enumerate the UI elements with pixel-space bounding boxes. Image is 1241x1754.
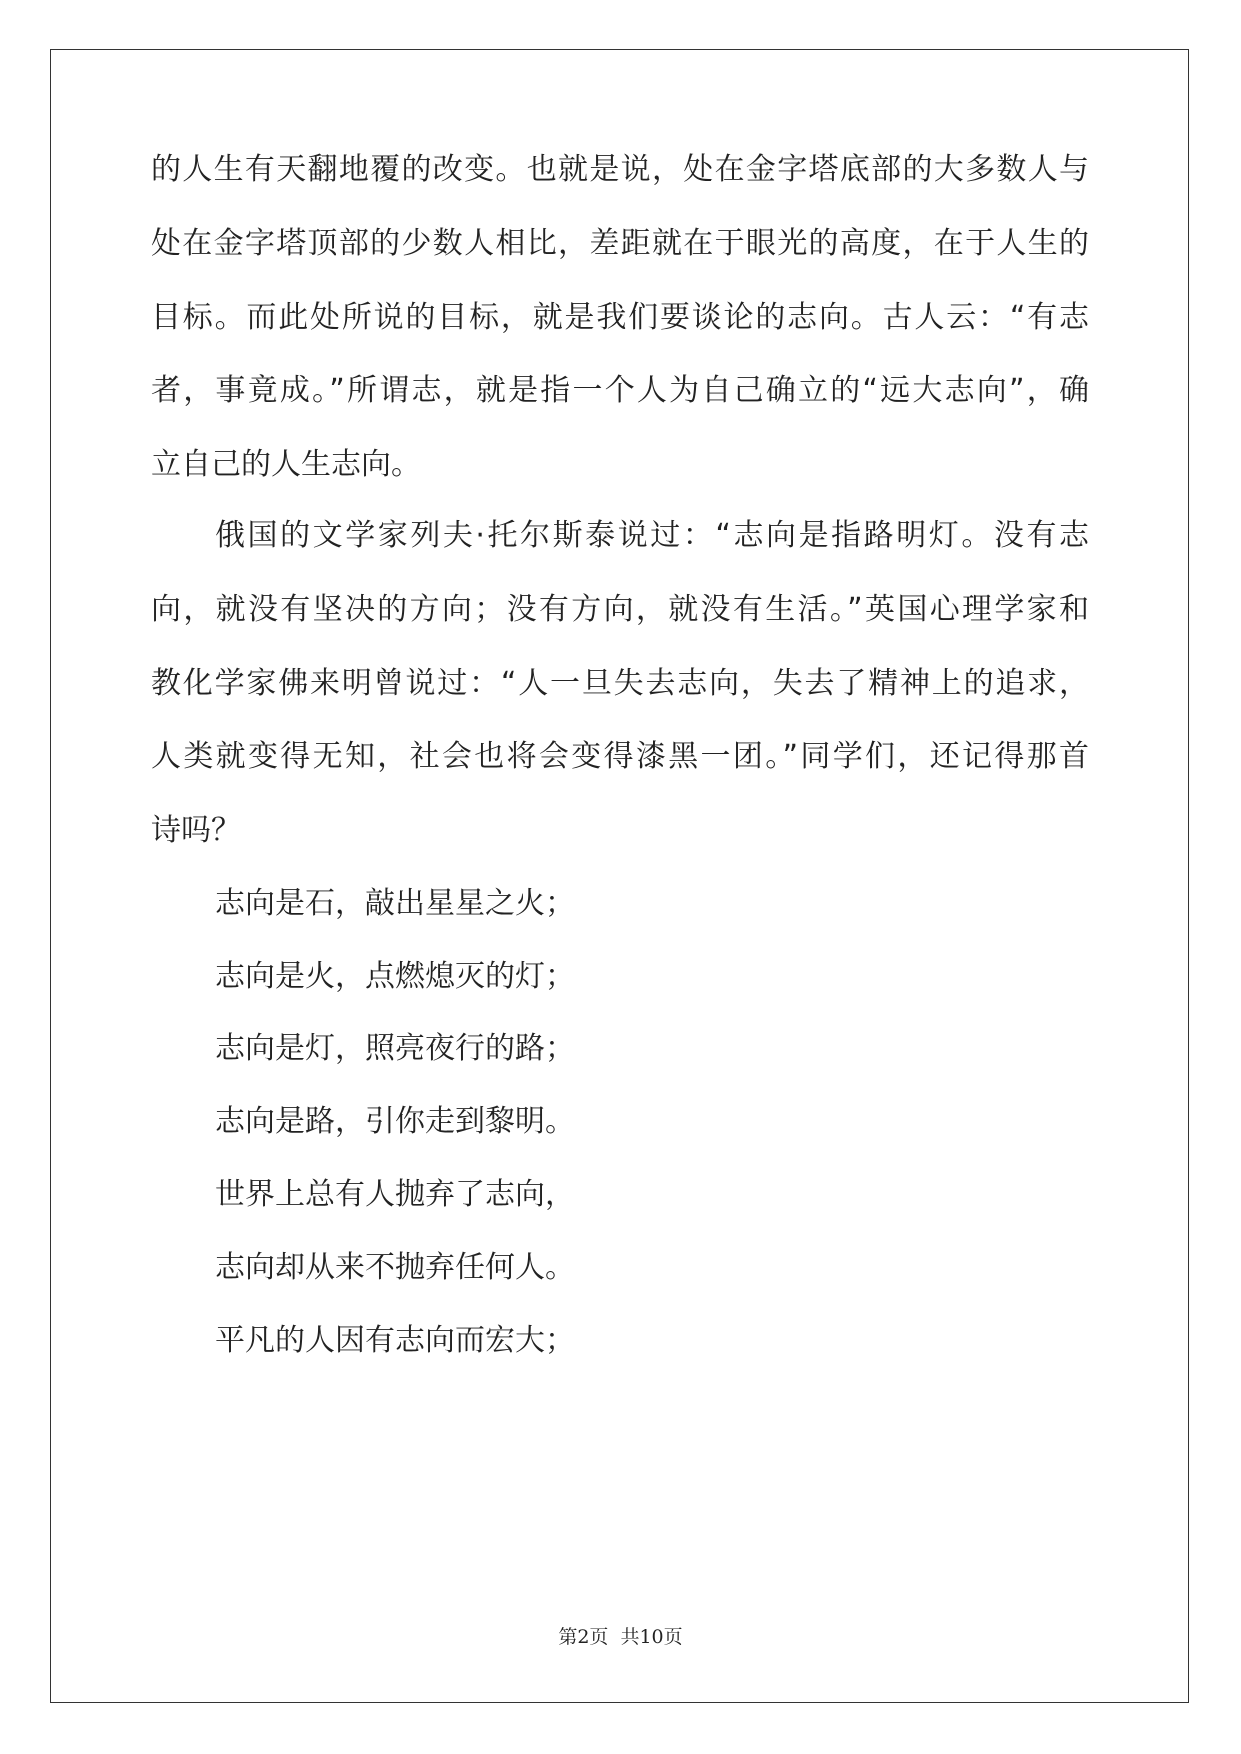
page-footer — [0, 1622, 1241, 1649]
poem-line: 志向是火，点燃熄灭的灯； — [215, 959, 575, 994]
text-line: 诗吗？ — [151, 813, 241, 848]
poem-line: 志向是路，引你走到黎明。 — [215, 1104, 575, 1139]
text-line: 人类就变得无知，社会也将会变得漆黑一团。”同学们，还记得那首 — [151, 739, 1089, 774]
text-line: 立自己的人生志向。 — [151, 447, 421, 482]
text-line: 处在金字塔顶部的少数人相比，差距就在于眼光的高度，在于人生的 — [151, 226, 1089, 261]
text-line: 俄国的文学家列夫·托尔斯泰说过：“志向是指路明灯。没有志 — [215, 518, 1089, 553]
text-line: 者，事竟成。”所谓志，就是指一个人为自己确立的“远大志向”，确 — [151, 373, 1089, 408]
poem-line: 志向却从来不抛弃任何人。 — [215, 1250, 575, 1285]
poem-line: 平凡的人因有志向而宏大； — [215, 1323, 575, 1358]
text-line: 教化学家佛来明曾说过：“人一旦失去志向，失去了精神上的追求， — [151, 666, 1089, 701]
page-total: 共10页 — [620, 1626, 683, 1648]
poem-line: 世界上总有人抛弃了志向， — [215, 1177, 575, 1212]
text-line: 目标。而此处所说的目标，就是我们要谈论的志向。古人云：“有志 — [151, 300, 1089, 335]
text-line: 的人生有天翻地覆的改变。也就是说，处在金字塔底部的大多数人与 — [151, 152, 1089, 187]
page-number: 第2页 — [558, 1626, 609, 1648]
text-line: 向，就没有坚决的方向；没有方向，就没有生活。”英国心理学家和 — [151, 592, 1089, 627]
poem-line: 志向是石，敲出星星之火； — [215, 886, 575, 921]
poem-line: 志向是灯，照亮夜行的路； — [215, 1031, 575, 1066]
